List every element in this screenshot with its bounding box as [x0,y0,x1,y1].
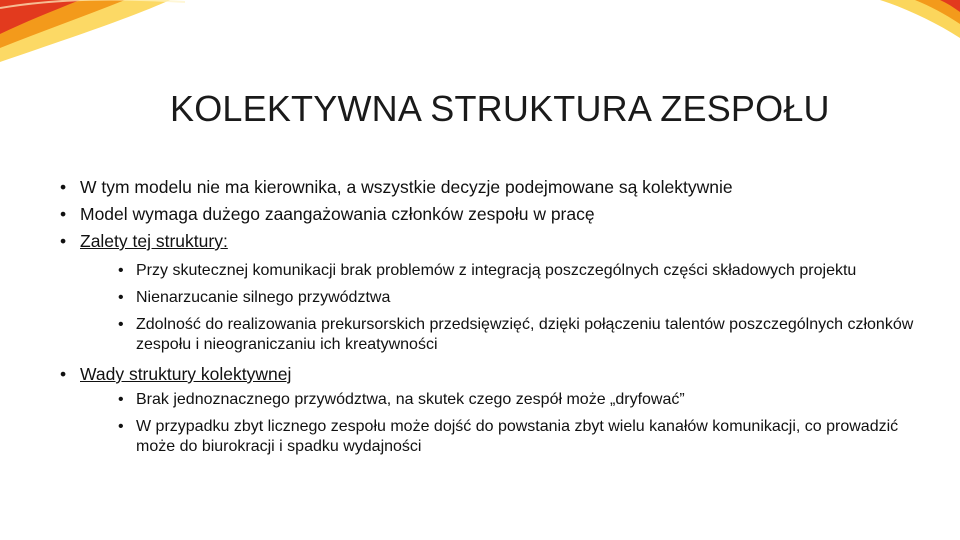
bullet-disadvantages-heading: • Wady struktury kolektywnej [60,363,920,385]
slide-title: KOLEKTYWNA STRUKTURA ZESPOŁU [170,88,830,129]
advantage-item: • Zdolność do realizowania prekursorskich przedsięwzięć, dzięki połączeniu talentów poszczególnych członków zespołu i nieograniczaniu ich kreatywności [116,315,920,355]
bullet-engagement: • Model wymaga dużego zaangażowania członków zespołu w pracę [60,203,920,225]
bullet-no-manager: • W tym modelu nie ma kierownika, a wszystkie decyzje podejmowane są kolektywnie [60,176,920,198]
slide-body [60,176,920,464]
disadvantage-item: • W przypadku zbyt licznego zespołu może dojść do powstania zbyt wielu kanałów komunikacji, co prowadzić może do biurokracji i spadku wydajności [116,417,920,457]
disadvantage-item: • Brak jednoznacznego przywództwa, na skutek czego zespół może „dryfować” [116,390,920,410]
bullet-advantages-heading: • Zalety tej struktury: [60,230,920,252]
advantage-item: • Przy skutecznej komunikacji brak problemów z integracją poszczególnych części składowych projektu [116,261,920,281]
advantage-item: • Nienarzucanie silnego przywództwa [116,288,920,308]
